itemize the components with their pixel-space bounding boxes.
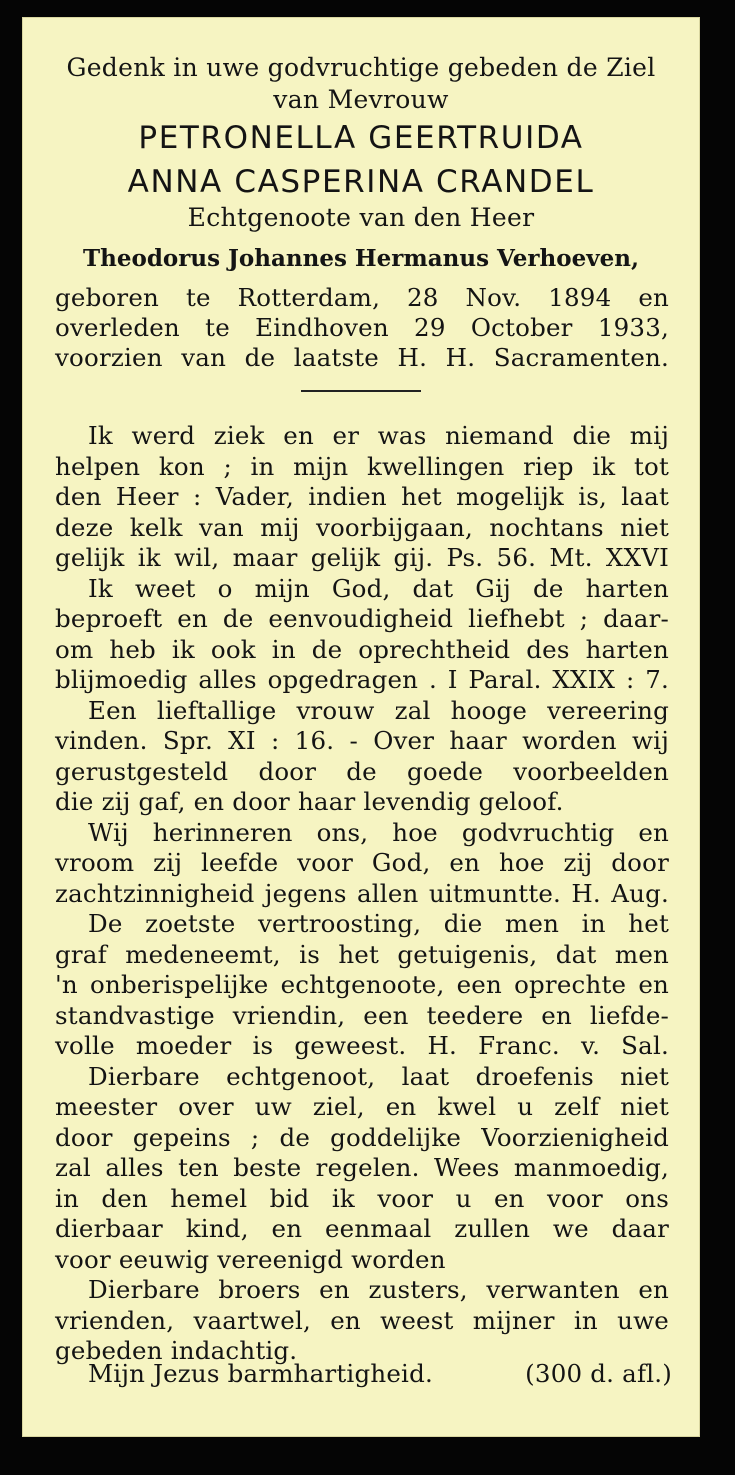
body-line: volle moeder is geweest. H. Franc. v. Sal. xyxy=(55,1031,669,1060)
body-line: gerustgesteld door de goede voorbeelden xyxy=(55,756,669,786)
death-line: overleden te Eindhoven 29 October 1933, xyxy=(55,313,669,342)
body-line: gelijk ik wil, maar gelijk gij. Ps. 56. Mt. XXVI xyxy=(55,543,669,572)
indulgence-note: (300 d. afl.) xyxy=(525,1359,672,1388)
body-line: graf medeneemt, is het getuigenis, dat men xyxy=(55,939,669,969)
body-line: blijmoedig alles opgedragen . I Paral. XXIX : 7. xyxy=(55,665,669,694)
memorial-card xyxy=(22,17,700,1437)
body-line: deze kelk van mij voorbijgaan, nochtans niet xyxy=(55,512,669,542)
spouse-name: Theodorus Johannes Hermanus Verhoeven, xyxy=(83,245,639,272)
body-line: Ik weet o mijn God, dat Gij de harten xyxy=(88,573,669,603)
body-line: voor eeuwig vereenigd worden xyxy=(55,1244,446,1274)
body-line: 'n onberispelijke echtgenoote, een oprechte en xyxy=(55,970,669,999)
body-line: om heb ik ook in de oprechtheid des harten xyxy=(55,634,669,664)
body-line: helpen kon ; in mijn kwellingen riep ik tot xyxy=(55,451,669,481)
body-line: zachtzinnigheid jegens allen uitmuntte. H. Aug. xyxy=(55,878,669,908)
deceased-name-line2: ANNA CASPERINA CRANDEL xyxy=(127,164,595,200)
body-line: in den hemel bid ik voor u en voor ons xyxy=(55,1183,669,1213)
body-line: Wij herinneren ons, hoe godvruchtig en xyxy=(88,817,669,847)
intro-line: Gedenk in uwe godvruchtige gebeden de Ziel xyxy=(66,53,656,82)
body-line: Dierbare broers en zusters, verwanten en xyxy=(88,1275,669,1304)
body-line: Ik werd ziek en er was niemand die mij xyxy=(88,421,669,450)
body-line: vrienden, vaartwel, en weest mijner in uwe xyxy=(55,1305,669,1335)
birth-line: geboren te Rotterdam, 28 Nov. 1894 en xyxy=(55,283,669,312)
body-line: Een lieftallige vrouw zal hooge vereering xyxy=(88,695,669,725)
body-line: Dierbare echtgenoot, laat droefenis niet xyxy=(88,1061,669,1091)
body-line: meester over uw ziel, en kwel u zelf niet xyxy=(55,1092,669,1121)
body-line: vroom zij leefde voor God, en hoe zij door xyxy=(55,848,669,877)
closing-prayer: Mijn Jezus barmhartigheid. xyxy=(88,1359,433,1388)
body-line: gebeden indachtig. xyxy=(55,1336,298,1365)
body-line: dierbaar kind, en eenmaal zullen we daar xyxy=(55,1214,669,1243)
spouse-intro: Echtgenoote van den Heer xyxy=(187,203,535,232)
body-line: den Heer : Vader, indien het mogelijk is, laat xyxy=(55,482,669,511)
body-line: zal alles ten beste regelen. Wees manmoedig, xyxy=(55,1153,669,1182)
body-line: die zij gaf, en door haar levendig geloof. xyxy=(55,787,564,816)
body-line: vinden. Spr. XI : 16. - Over haar worden wij xyxy=(55,726,669,755)
intro-line-mevrouw: van Mevrouw xyxy=(273,85,449,114)
sacraments-line: voorzien van de laatste H. H. Sacramenten. xyxy=(55,343,669,372)
body-line: door gepeins ; de goddelijke Voorzienigheid xyxy=(55,1122,669,1152)
divider-rule xyxy=(301,390,421,392)
body-line: De zoetste vertroosting, die men in het xyxy=(88,909,669,938)
body-line: beproeft en de eenvoudigheid liefhebt ; daar- xyxy=(55,604,669,633)
deceased-name-line1: PETRONELLA GEERTRUIDA xyxy=(138,120,584,156)
body-line: standvastige vriendin, een teedere en liefde- xyxy=(55,1000,669,1030)
